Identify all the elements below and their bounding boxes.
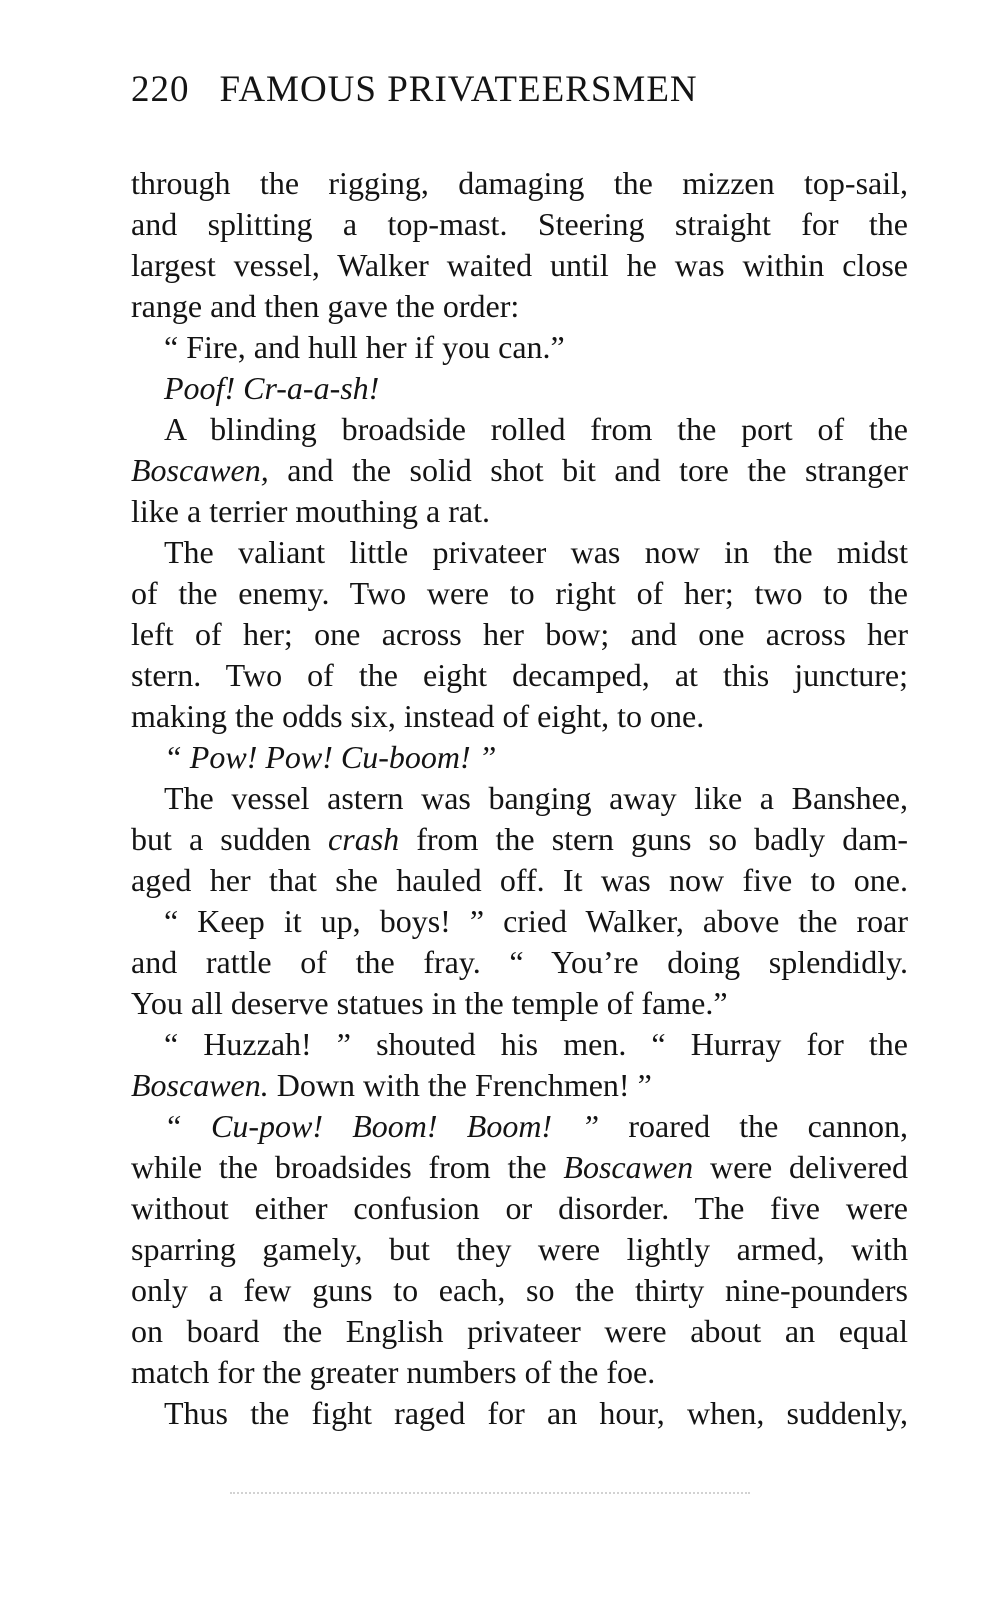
text-line: A blinding broadside rolled from the port of the [164, 411, 908, 447]
text-line: “ Cu-pow! Boom! Boom! ” roared the cannon, [164, 1108, 909, 1144]
text-line: “ Pow! Pow! Cu-boom! ” [164, 739, 497, 775]
text-line: without either confusion or disorder. The five were [131, 1190, 908, 1226]
text-line: only a few guns to each, so the thirty nine-pounders [131, 1272, 908, 1308]
text-line: “ Huzzah! ” shouted his men. “ Hurray for the [164, 1026, 908, 1062]
text-line: sparring gamely, but they were lightly armed, with [131, 1231, 908, 1267]
text-line: of the enemy. Two were to right of her; two to the [131, 575, 908, 611]
text-line: and rattle of the fray. “ You’re doing splendidly. [131, 944, 908, 980]
text-line: You all deserve statues in the temple of fame.” [131, 985, 728, 1021]
running-header [131, 68, 831, 111]
text-line: making the odds six, instead of eight, to one. [131, 698, 705, 734]
text-line: left of her; one across her bow; and one across her [131, 616, 908, 652]
text-line: and splitting a top-mast. Steering straight for the [131, 206, 908, 242]
text-line: largest vessel, Walker waited until he was within close [131, 247, 908, 283]
text-line: stern. Two of the eight decamped, at this juncture; [131, 657, 908, 693]
running-title: FAMOUS PRIVATEERSMEN [219, 69, 698, 110]
text-line: Poof! Cr-a-a-sh! [164, 370, 380, 406]
text-line: match for the greater numbers of the foe. [131, 1354, 656, 1390]
text-line: range and then gave the order: [131, 288, 520, 324]
text-line: like a terrier mouthing a rat. [131, 493, 490, 529]
text-line: Boscawen, and the solid shot bit and tore the stranger [131, 452, 908, 488]
page-number: 220 [131, 69, 190, 110]
text-line: but a sudden crash from the stern guns so badly dam- [131, 821, 909, 857]
text-line: while the broadsides from the Boscawen were delivered [131, 1149, 908, 1185]
text-line: The valiant little privateer was now in the midst [164, 534, 908, 570]
text-line: “ Keep it up, boys! ” cried Walker, above the roar [164, 903, 908, 939]
text-line: on board the English privateer were about an equal [131, 1313, 908, 1349]
text-line: “ Fire, and hull her if you can.” [164, 329, 565, 365]
text-line: Thus the fight raged for an hour, when, suddenly, [164, 1395, 908, 1431]
text-line: Boscawen. Down with the Frenchmen! ” [131, 1067, 652, 1103]
scan-artifact-divider [230, 1492, 750, 1498]
text-line: through the rigging, damaging the mizzen top-sail, [131, 165, 908, 201]
text-line: The vessel astern was banging away like a Banshee, [164, 780, 908, 816]
text-line: aged her that she hauled off. It was now five to one. [131, 862, 908, 898]
